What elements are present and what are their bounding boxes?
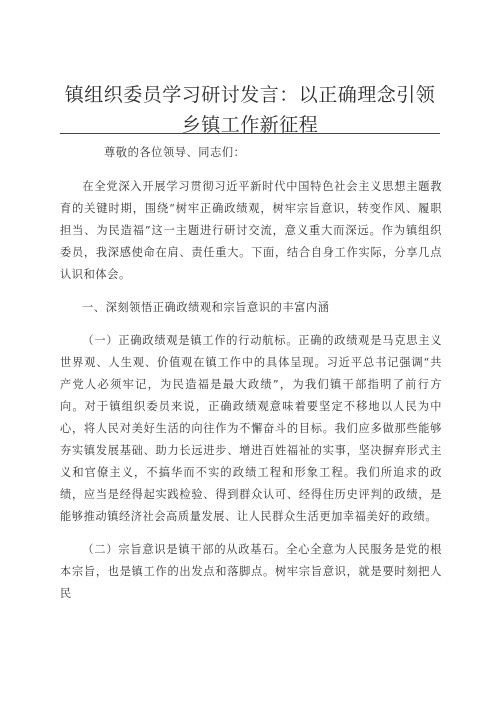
greeting: 尊敬的各位领导、同志们： (104, 146, 246, 159)
title-divider (60, 133, 440, 134)
section-heading: 一、深刻领悟正确政绩观和宗旨意识的丰富内涵 (82, 301, 330, 314)
intro-paragraph: 在全党深入开展学习贯彻习近平新时代中国特色社会主义思想主题教育的关键时期，围绕“树牢正确政绩观，树牢宗旨意识，转变作风、履职担当、为民造福”这一主题进行研讨交流，意义重大而深远。作为镇组织委员，我深感使命在肩、责任重大。下面，结合自身工作实际，分享几点认识和体会。 (60, 180, 442, 281)
document-title: 镇组织委员学习研讨发言：以正确理念引领乡镇工作新征程 (64, 84, 436, 136)
document-body (60, 142, 442, 616)
paragraph-2: （二）宗旨意识是镇干部的从政基石。全心全意为人民服务是党的根本宗旨，也是镇工作的出发点和落脚点。树牢宗旨意识，就是要时刻把人民 (60, 543, 442, 600)
paragraph-1: （一）正确政绩观是镇工作的行动航标。正确的政绩观是马克思主义世界观、人生观、价值观在镇工作中的具体呈现。习近平总书记强调“共产党人必须牢记，为民造福是最大政绩”，为我们镇干部指明了前行方向。对于镇组织委员来说，正确政绩观意味着要坚定不移地以人民为中心，将人民对美好生活的向往作为不懈奋斗的目标。我们应多做那些能够夯实镇发展基础、助力长远进步、增进百姓福祉的实事，坚决摒弃形式主义和官僚主义，不搞华而不实的政绩工程和形象工程。我们所追求的政绩，应当是经得起实践检验、得到群众认可、经得住历史评判的政绩，是能够推动镇经济社会高质量发展、让人民群众生活更加幸福美好的政绩。 (60, 334, 442, 523)
